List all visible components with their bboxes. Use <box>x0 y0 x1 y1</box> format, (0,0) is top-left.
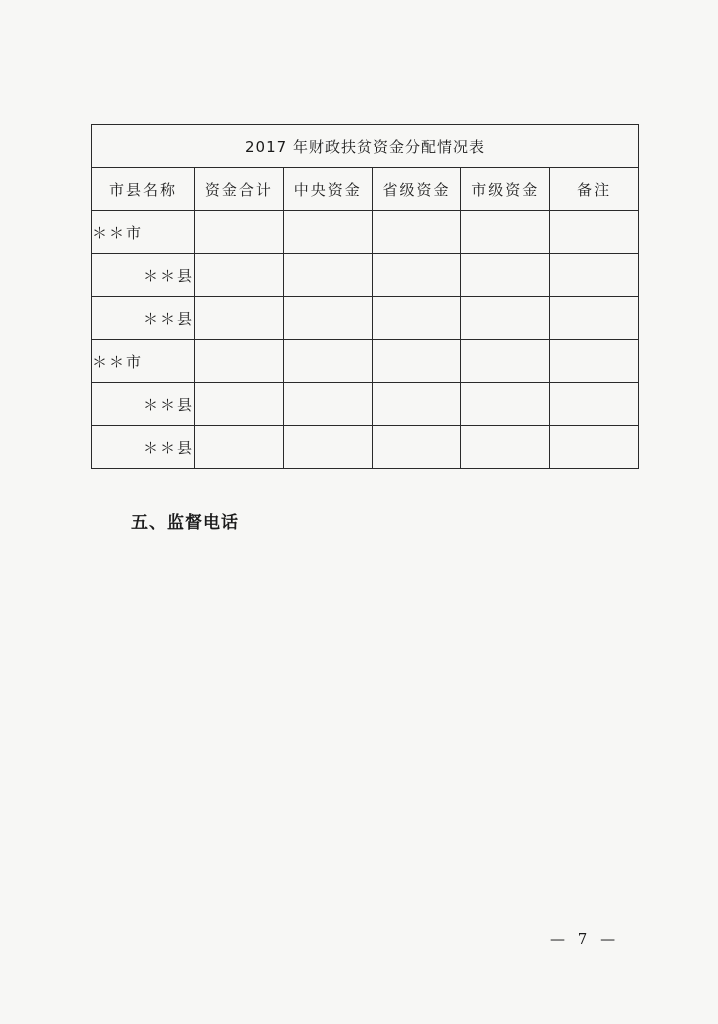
region-name-cell: ＊＊县 <box>92 426 195 469</box>
table-row <box>92 340 639 383</box>
empty-cell <box>461 211 550 254</box>
empty-cell <box>550 383 639 426</box>
empty-cell <box>195 211 284 254</box>
empty-cell <box>283 297 372 340</box>
empty-cell <box>550 254 639 297</box>
table-row <box>92 383 639 426</box>
empty-cell <box>372 383 461 426</box>
region-name-cell: ＊＊县 <box>92 254 195 297</box>
empty-cell <box>195 383 284 426</box>
empty-cell <box>550 211 639 254</box>
empty-cell <box>283 383 372 426</box>
empty-cell <box>283 340 372 383</box>
header-name: 市县名称 <box>92 168 195 211</box>
empty-cell <box>195 340 284 383</box>
empty-cell <box>461 426 550 469</box>
table-title: 2017 年财政扶贫资金分配情况表 <box>92 125 639 168</box>
table-row <box>92 254 639 297</box>
empty-cell <box>195 426 284 469</box>
header-remarks: 备注 <box>550 168 639 211</box>
region-name-cell: ＊＊市 <box>92 340 195 383</box>
empty-cell <box>550 426 639 469</box>
table-header-row <box>92 168 639 211</box>
header-municipal: 市级资金 <box>461 168 550 211</box>
header-total: 资金合计 <box>195 168 284 211</box>
empty-cell <box>283 211 372 254</box>
header-central: 中央资金 <box>283 168 372 211</box>
empty-cell <box>283 254 372 297</box>
region-name-cell: ＊＊县 <box>92 383 195 426</box>
empty-cell <box>461 297 550 340</box>
section-heading: 五、监督电话 <box>131 513 239 533</box>
table-body <box>92 211 639 469</box>
empty-cell <box>372 211 461 254</box>
empty-cell <box>372 340 461 383</box>
empty-cell <box>461 383 550 426</box>
region-name-cell: ＊＊县 <box>92 297 195 340</box>
empty-cell <box>195 254 284 297</box>
table-row <box>92 426 639 469</box>
table-title-row <box>92 125 639 168</box>
empty-cell <box>550 297 639 340</box>
page-number: — 7 — <box>550 930 620 948</box>
empty-cell <box>195 297 284 340</box>
region-name-cell: ＊＊市 <box>92 211 195 254</box>
empty-cell <box>372 254 461 297</box>
empty-cell <box>550 340 639 383</box>
fund-allocation-table <box>91 124 639 469</box>
header-provincial: 省级资金 <box>372 168 461 211</box>
empty-cell <box>372 297 461 340</box>
table-row <box>92 297 639 340</box>
empty-cell <box>283 426 372 469</box>
empty-cell <box>372 426 461 469</box>
empty-cell <box>461 340 550 383</box>
table-row <box>92 211 639 254</box>
empty-cell <box>461 254 550 297</box>
